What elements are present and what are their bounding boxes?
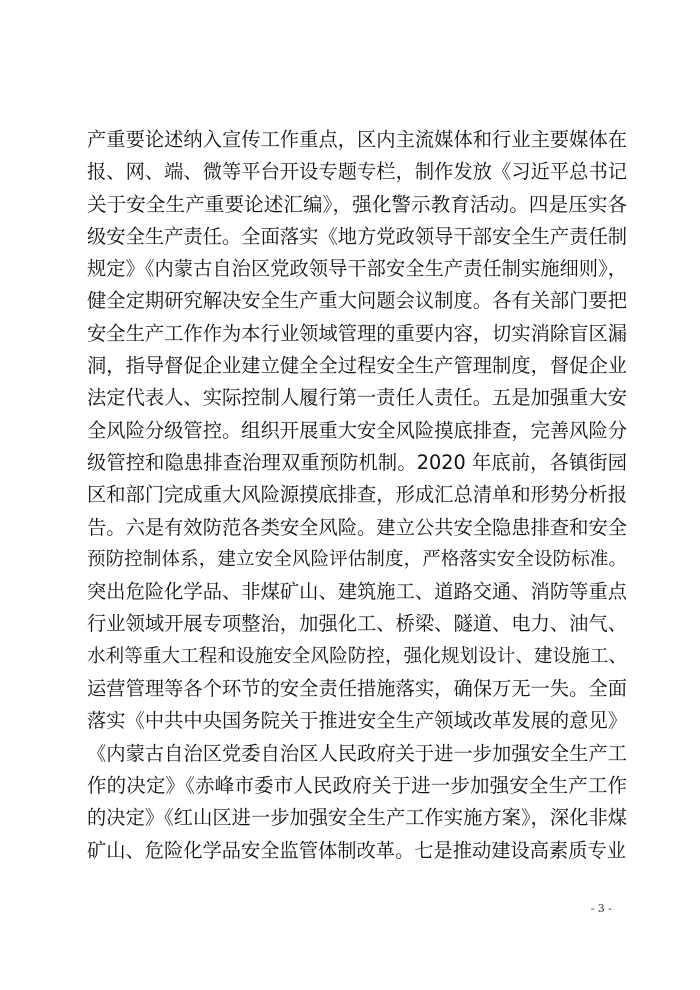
text-line: 行业领域开展专项整治，加强化工、桥梁、隧道、电力、油气、 (87, 612, 627, 636)
document-body (87, 124, 627, 867)
text-line: 洞，指导督促企业建立健全全过程安全生产管理制度，督促企业 (87, 354, 627, 378)
text-line: 水利等重大工程和设施安全风险防控，强化规划设计、建设施工、 (87, 645, 627, 667)
text-line: 作的决定》《赤峰市委市人民政府关于进一步加强安全生产工作 (87, 773, 627, 797)
text-line: 安全生产工作作为本行业领域管理的重要内容，切实消除盲区漏 (87, 321, 627, 345)
text-line: 《内蒙古自治区党委自治区人民政府关于进一步加强安全生产工 (87, 741, 627, 765)
text-line: 规定》《内蒙古自治区党政领导干部安全生产责任制实施细则》， (87, 257, 627, 281)
text-line: 级管控和隐患排查治理双重预防机制。2020 年底前，各镇街园 (87, 450, 627, 474)
text-line: 区和部门完成重大风险源摸底排查，形成汇总清单和形势分析报 (87, 483, 627, 507)
text-line: 全风险分级管控。组织开展重大安全风险摸底排查，完善风险分 (87, 418, 627, 442)
text-line: 告。六是有效防范各类安全风险。建立公共安全隐患排查和安全 (87, 515, 627, 539)
text-line: 突出危险化学品、非煤矿山、建筑施工、道路交通、消防等重点 (87, 580, 627, 604)
text-line: 落实《中共中央国务院关于推进安全生产领域改革发展的意见》 (87, 709, 627, 733)
text-line: 级安全生产责任。全面落实《地方党政领导干部安全生产责任制 (87, 224, 627, 248)
text-line: 关于安全生产重要论述汇编》，强化警示教育活动。四是压实各 (87, 192, 627, 216)
text-line: 运营管理等各个环节的安全责任措施落实，确保万无一失。全面 (87, 677, 627, 701)
text-line: 产重要论述纳入宣传工作重点，区内主流媒体和行业主要媒体在 (87, 128, 627, 151)
text-line: 的决定》《红山区进一步加强安全生产工作实施方案》，深化非煤 (87, 806, 627, 830)
text-line: 法定代表人、实际控制人履行第一责任人责任。五是加强重大安 (87, 386, 627, 410)
text-line: 健全定期研究解决安全生产重大问题会议制度。各有关部门要把 (87, 289, 627, 313)
text-line: 预防控制体系，建立安全风险评估制度，严格落实安全设防标准。 (87, 548, 627, 570)
page-number: - 3 - (590, 902, 612, 915)
text-line: 报、网、端、微等平台开设专题专栏，制作发放《习近平总书记 (87, 160, 627, 184)
text-line: 矿山、危险化学品安全监管体制改革。七是推动建设高素质专业 (87, 838, 626, 862)
